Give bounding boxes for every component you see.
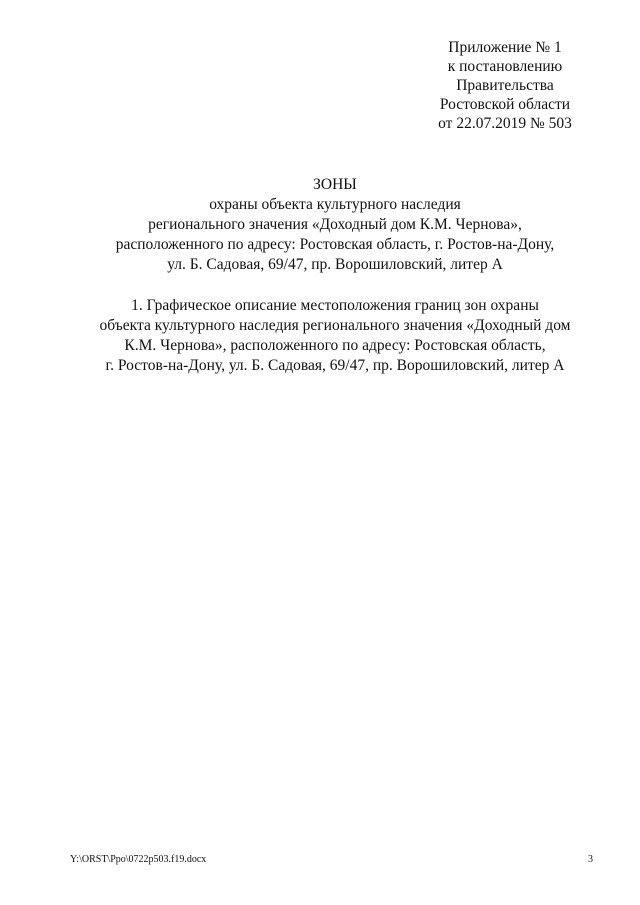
section-heading [60,296,610,376]
appendix-line: Ростовской области [439,96,571,113]
title-line: ул. Б. Садовая, 69/47, пр. Ворошиловский, литер А [167,256,503,273]
footer-page-number: 3 [588,854,593,865]
appendix-reference [400,38,610,133]
section-line: 1. Графическое описание местоположения границ зон охраны [131,297,539,314]
footer-file-path: Y:\ORST\Ppo\0722p503.f19.docx [70,854,207,865]
title-heading: ЗОНЫ [313,176,357,193]
section-line: К.М. Чернова», расположенного по адресу: Ростовская область, [124,337,546,354]
appendix-line: Приложение № 1 [448,39,562,56]
title-line: охраны объекта культурного наследия [209,196,461,213]
section-line: г. Ростов-на-Дону, ул. Б. Садовая, 69/47, пр. Ворошиловский, литер А [105,357,565,374]
appendix-line: к постановлению [447,58,563,75]
title-line: расположенного по адресу: Ростовская область, г. Ростов-на-Дону, [115,236,555,253]
appendix-line: Правительства [456,77,554,94]
section-line: объекта культурного наследия регионального значения «Доходный дом [99,317,571,334]
document-title [60,175,610,275]
appendix-line: от 22.07.2019 № 503 [438,115,572,132]
title-line: регионального значения «Доходный дом К.М. Чернова», [148,216,522,233]
